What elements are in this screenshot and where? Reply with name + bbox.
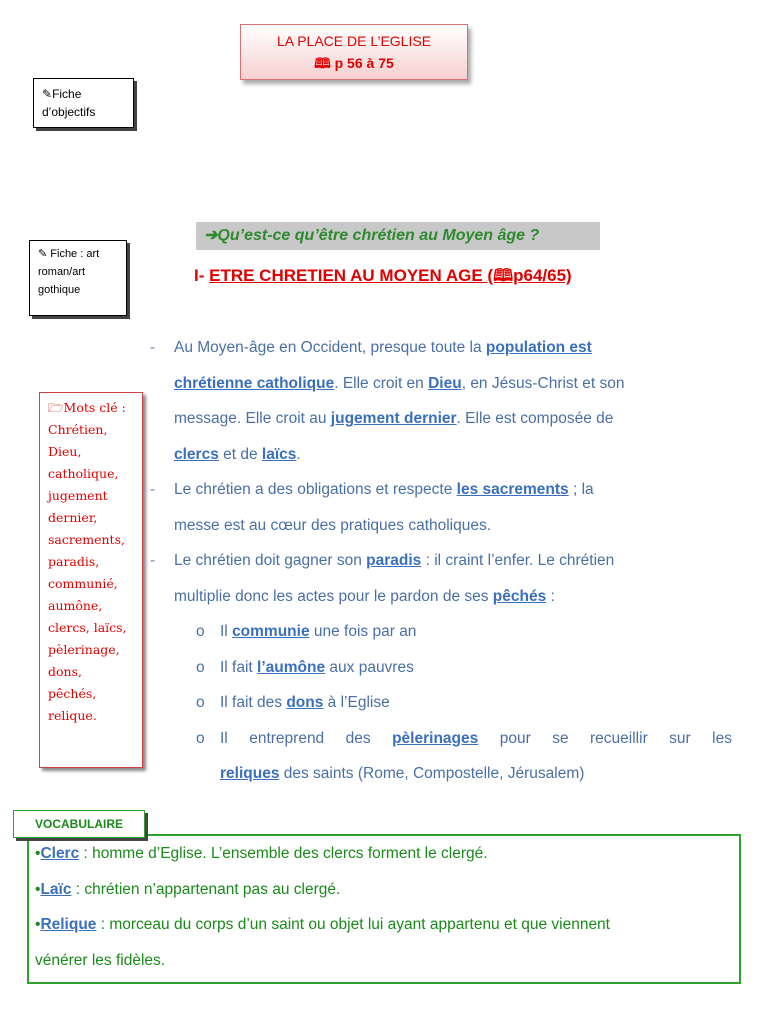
heading-prefix: I-	[194, 266, 210, 285]
dash-bullet: -	[150, 552, 156, 569]
keyword-link: Dieu	[428, 374, 462, 392]
dash-bullet: -	[150, 481, 156, 498]
paragraph-line: - Le chrétien doit gagner son paradis : il craint l’enfer. Le chrétien	[150, 543, 732, 579]
keyword-item: Dieu,	[48, 444, 82, 459]
circle-bullet: o	[196, 658, 205, 676]
vocab-term: Laïc	[40, 880, 72, 898]
vocab-entry: •Laïc : chrétien n’appartenant pas au clergé.	[35, 880, 341, 898]
keyword-link: les sacrements	[456, 481, 569, 498]
keyword-link: chrétienne catholique	[174, 374, 335, 392]
paragraph-line: - Le chrétien a des obligations et respecte les sacrements ; la	[150, 472, 732, 508]
keyword-link: jugement dernier	[330, 410, 457, 427]
section-heading	[194, 262, 572, 290]
keyword-link: population est	[485, 339, 592, 356]
keyword-item: aumône,	[48, 598, 103, 613]
keyword-link: pèlerinages	[392, 729, 479, 747]
keyword-link: laïcs	[261, 445, 297, 463]
keyword-item: jugement dernier,	[48, 488, 108, 525]
keyword-link: communie	[232, 623, 310, 640]
vocab-term: Relique	[40, 916, 97, 933]
fiche-art-line1: Fiche : art	[47, 248, 100, 260]
keyword-link: l’aumône	[257, 658, 326, 676]
keywords-box	[39, 392, 143, 768]
sub-item: o Il entreprend des pèlerinages pour se recueillir sur les	[150, 721, 732, 757]
paragraph-line: clercs et de laïcs.	[174, 445, 301, 463]
heading-text: ETRE CHRETIEN AU MOYEN AGE (🕮p64/65)	[209, 266, 572, 285]
sub-item: o Il fait l’aumône aux pauvres	[150, 650, 732, 686]
fiche-art-line3: gothique	[38, 284, 81, 296]
keyword-item: sacrements,	[48, 532, 125, 547]
keyword-link: pêchés	[492, 587, 547, 605]
circle-bullet: o	[196, 694, 205, 711]
keyword-item: relique.	[48, 708, 97, 723]
sub-item-continued: reliques des saints (Rome, Compostelle, Jérusalem)	[220, 765, 585, 782]
keyword-item: Chrétien,	[48, 422, 108, 437]
page-title: LA PLACE DE L’EGLISE	[276, 33, 432, 49]
vocab-entry: •Clerc : homme d’Eglise. L’ensemble des clercs forment le clergé.	[35, 845, 488, 862]
sub-item: o Il fait des dons à l’Eglise	[150, 685, 732, 721]
fiche-objectifs-box[interactable]	[33, 78, 134, 128]
keyword-link: dons	[286, 694, 324, 711]
keyword-item: communié,	[48, 576, 118, 591]
vocab-entry: •Relique : morceau du corps d’un saint ou objet lui ayant appartenu et que viennent	[35, 916, 610, 933]
paragraph-line: messe est au cœur des pratiques catholiques.	[174, 516, 492, 534]
keyword-link: paradis	[366, 552, 422, 569]
circle-bullet: o	[196, 729, 205, 747]
title-box	[240, 24, 468, 80]
vocabulary-box	[27, 834, 741, 984]
vocab-entry-continued: vénérer les fidèles.	[35, 951, 166, 969]
keyword-link: clercs	[174, 445, 219, 463]
paragraph-line: message. Elle croit au jugement dernier. Elle est composée de	[174, 410, 614, 427]
vocab-term: Clerc	[40, 845, 80, 862]
question-banner: ➔Qu’est-ce qu’être chrétien au Moyen âge ?	[196, 222, 600, 250]
dash-bullet: -	[150, 339, 156, 356]
paragraph-line: - Au Moyen-âge en Occident, presque toute la population est	[150, 330, 732, 366]
keywords-title: Mots clé :	[63, 400, 126, 415]
keyword-item: pèlerinage,	[48, 642, 120, 657]
hand-pointer-icon: ✎	[38, 248, 48, 260]
sub-item: o Il communie une fois par an	[150, 614, 732, 650]
keyword-link: reliques	[220, 765, 280, 782]
paragraph-line: chrétienne catholique. Elle croit en Dieu, en Jésus-Christ et son	[174, 374, 625, 392]
fiche-art-line2: roman/art	[38, 266, 86, 278]
vocabulary-tab: VOCABULAIRE	[13, 810, 145, 838]
keyword-item: dons,	[48, 664, 82, 679]
circle-bullet: o	[196, 623, 205, 640]
keyword-item: catholique,	[48, 466, 119, 481]
paragraph-line: multiplie donc les actes pour le pardon de ses pêchés :	[174, 587, 555, 605]
keyword-item: paradis,	[48, 554, 100, 569]
hand-pointer-icon: ✎	[42, 87, 53, 101]
folder-icon: 🗁	[48, 400, 64, 415]
main-content	[150, 330, 732, 792]
keyword-item: clercs, laïcs,	[48, 620, 127, 635]
keyword-item: pêchés,	[48, 686, 97, 701]
fiche-line2: d’objectifs	[42, 105, 96, 119]
fiche-art-box[interactable]	[29, 240, 127, 316]
fiche-line1: Fiche	[52, 87, 82, 101]
page-reference: 🕮 p 56 à 75	[314, 55, 394, 71]
